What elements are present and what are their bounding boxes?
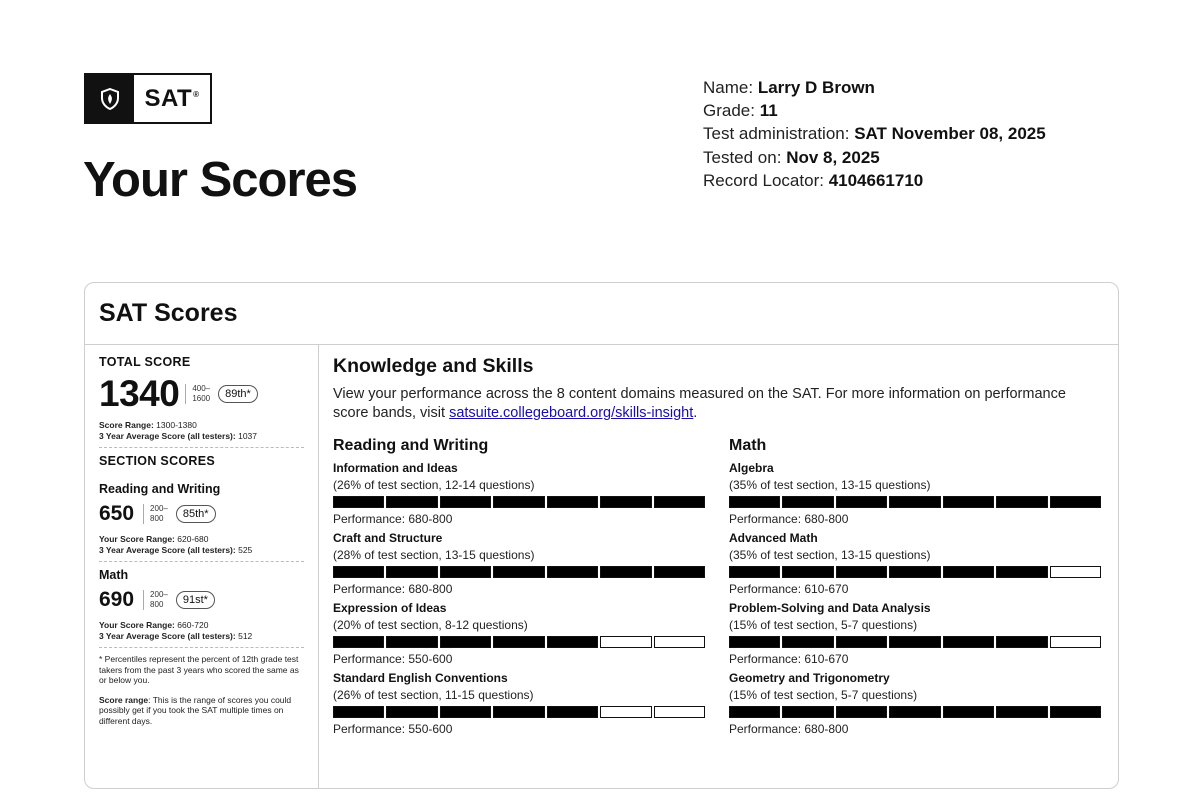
- section-average: 3 Year Average Score (all testers): 525: [99, 545, 253, 555]
- skill-item: [729, 461, 1101, 526]
- bar-segment-filled: [493, 496, 544, 508]
- total-score-row: [99, 373, 304, 415]
- bar-segment-filled: [996, 636, 1047, 648]
- bar-segment-filled: [547, 706, 598, 718]
- bar-segment-filled: [386, 636, 437, 648]
- test-admin: SAT November 08, 2025: [854, 124, 1046, 144]
- bar-segment-filled: [654, 566, 705, 578]
- bar-segment-filled: [943, 496, 994, 508]
- bar-segment-filled: [386, 496, 437, 508]
- bar-segment-filled: [782, 706, 833, 718]
- skill-meta: (35% of test section, 13-15 questions): [729, 548, 931, 562]
- skill-meta: (15% of test section, 5-7 questions): [729, 688, 918, 702]
- performance-bar: [729, 496, 1101, 508]
- bar-segment-filled: [996, 706, 1047, 718]
- test-admin-row: Test administration: SAT November 08, 2025: [703, 124, 1046, 144]
- bar-segment-filled: [996, 566, 1047, 578]
- student-grade: 11: [759, 101, 778, 121]
- bar-segment-empty: [654, 636, 705, 648]
- student-info: [703, 76, 1046, 192]
- total-average: 3 Year Average Score (all testers): 1037: [99, 431, 258, 441]
- score-range-footnote: Score range: This is the range of scores you could possibly get if you took the SAT multiple times on different days.: [99, 694, 292, 726]
- performance-bar: [729, 636, 1101, 648]
- bar-segment-filled: [547, 496, 598, 508]
- bar-segment-filled: [440, 566, 491, 578]
- bar-segment-filled: [493, 636, 544, 648]
- section-average: 3 Year Average Score (all testers): 512: [99, 631, 253, 641]
- section-scores-caption: SECTION SCORES: [99, 454, 216, 468]
- section-scale: 200– 800: [143, 590, 168, 610]
- skill-item: [729, 671, 1101, 736]
- record-locator: 4104661710: [828, 170, 924, 190]
- bar-segment-filled: [493, 706, 544, 718]
- bar-segment-filled: [889, 496, 940, 508]
- bar-segment-filled: [943, 636, 994, 648]
- skill-performance: Performance: 610-670: [729, 582, 849, 596]
- total-score-range: Score Range: 1300-1380: [99, 420, 197, 430]
- page-title: Your Scores: [83, 153, 358, 207]
- skill-name: Geometry and Trigonometry: [729, 671, 890, 685]
- student-name: Larry D Brown: [757, 78, 875, 97]
- skill-performance: Performance: 680-800: [729, 512, 849, 526]
- skill-meta: (26% of test section, 11-15 questions): [333, 688, 534, 702]
- knowledge-skills: [319, 345, 1118, 788]
- bar-segment-filled: [440, 706, 491, 718]
- section-score-range: Your Score Range: 620-680: [99, 534, 209, 544]
- bar-segment-empty: [1050, 636, 1101, 648]
- bar-segment-filled: [547, 566, 598, 578]
- student-name-row: Name: Larry D Brown: [703, 78, 875, 97]
- sat-logo: [84, 73, 212, 124]
- bar-segment-filled: [386, 706, 437, 718]
- total-score-caption: TOTAL SCORE: [99, 355, 191, 369]
- section-score: 690: [99, 588, 135, 611]
- skill-name: Expression of Ideas: [333, 601, 447, 615]
- skill-item: [333, 601, 705, 666]
- skill-meta: (28% of test section, 13-15 questions): [333, 548, 535, 562]
- bar-segment-filled: [729, 706, 780, 718]
- bar-segment-filled: [547, 636, 598, 648]
- performance-bar: [729, 706, 1101, 718]
- skill-name: Craft and Structure: [333, 531, 443, 545]
- skill-name: Information and Ideas: [333, 461, 458, 475]
- skill-performance: Performance: 680-800: [333, 582, 453, 596]
- section-score: 650: [99, 502, 135, 525]
- section-percentile-badge: 85th*: [176, 505, 216, 523]
- knowledge-skills-description: View your performance across the 8 content domains measured on the SAT. For more information on performance score bands, visit satsuite.collegeboard.org/skills-insight.: [333, 386, 1066, 421]
- shield-flame-icon: [86, 75, 134, 122]
- total-score-scale: 400– 1600: [185, 384, 210, 404]
- bar-segment-filled: [889, 566, 940, 578]
- skill-name: Advanced Math: [729, 531, 818, 545]
- skill-name: Standard English Conventions: [333, 671, 508, 685]
- bar-segment-filled: [836, 566, 887, 578]
- skill-item: [729, 531, 1101, 596]
- bar-segment-filled: [333, 566, 384, 578]
- card-title: SAT Scores: [99, 299, 238, 327]
- bar-segment-empty: [600, 636, 651, 648]
- bar-segment-filled: [440, 636, 491, 648]
- bar-segment-filled: [782, 566, 833, 578]
- divider: [99, 561, 304, 562]
- bar-segment-filled: [654, 496, 705, 508]
- bar-segment-filled: [943, 706, 994, 718]
- performance-bar: [729, 566, 1101, 578]
- bar-segment-filled: [836, 636, 887, 648]
- bar-segment-empty: [600, 706, 651, 718]
- bar-segment-filled: [600, 496, 651, 508]
- skill-performance: Performance: 550-600: [333, 652, 453, 666]
- bar-segment-filled: [333, 706, 384, 718]
- card-header: [85, 283, 1118, 345]
- bar-segment-filled: [836, 706, 887, 718]
- bar-segment-filled: [440, 496, 491, 508]
- domain-title: Math: [729, 437, 767, 454]
- performance-bar: [333, 706, 705, 718]
- performance-bar: [333, 496, 705, 508]
- bar-segment-filled: [1050, 496, 1101, 508]
- section-name-math: Math: [99, 568, 129, 582]
- bar-segment-filled: [1050, 706, 1101, 718]
- skill-meta: (35% of test section, 13-15 questions): [729, 478, 931, 492]
- skill-item: [729, 601, 1101, 666]
- skill-name: Problem-Solving and Data Analysis: [729, 601, 931, 615]
- percentile-footnote: * Percentiles represent the percent of 12th grade test takers from the past 3 years who scored the same as or below you.: [99, 654, 299, 685]
- divider: [99, 647, 304, 648]
- performance-bar: [333, 566, 705, 578]
- tested-on: Nov 8, 2025: [786, 147, 880, 167]
- section-row-math: [99, 588, 304, 612]
- skill-item: [333, 531, 705, 596]
- bar-segment-filled: [729, 566, 780, 578]
- skills-insight-link[interactable]: satsuite.collegeboard.org/skills-insight: [449, 405, 694, 421]
- bar-segment-filled: [889, 636, 940, 648]
- bar-segment-filled: [889, 706, 940, 718]
- section-row-reading-writing: [99, 502, 304, 526]
- bar-segment-filled: [782, 496, 833, 508]
- domain-columns: [333, 437, 1104, 741]
- section-scale: 200– 800: [143, 504, 168, 524]
- divider: [99, 447, 304, 448]
- bar-segment-filled: [782, 636, 833, 648]
- bar-segment-filled: [333, 636, 384, 648]
- skill-meta: (15% of test section, 5-7 questions): [729, 618, 918, 632]
- skill-item: [333, 671, 705, 736]
- skill-performance: Performance: 550-600: [333, 722, 453, 736]
- bar-segment-filled: [836, 496, 887, 508]
- bar-segment-filled: [386, 566, 437, 578]
- record-locator-row: Record Locator: 4104661710: [703, 170, 924, 190]
- section-score-range: Your Score Range: 660-720: [99, 620, 209, 630]
- bar-segment-empty: [654, 706, 705, 718]
- skill-meta: (20% of test section, 8-12 questions): [333, 618, 528, 632]
- score-summary: [85, 345, 319, 788]
- bar-segment-filled: [729, 496, 780, 508]
- bar-segment-filled: [943, 566, 994, 578]
- bar-segment-filled: [600, 566, 651, 578]
- total-percentile-badge: 89th*: [218, 385, 258, 403]
- skill-performance: Performance: 680-800: [333, 512, 453, 526]
- knowledge-skills-title: Knowledge and Skills: [333, 355, 534, 377]
- skill-meta: (26% of test section, 12-14 questions): [333, 478, 535, 492]
- skill-performance: Performance: 610-670: [729, 652, 849, 666]
- skill-performance: Performance: 680-800: [729, 722, 849, 736]
- section-percentile-badge: 91st*: [176, 591, 215, 609]
- skill-item: [333, 461, 705, 526]
- bar-segment-filled: [333, 496, 384, 508]
- tested-on-row: Tested on: Nov 8, 2025: [703, 147, 880, 167]
- domain-title: Reading and Writing: [333, 437, 489, 454]
- logo-wordmark: SAT ®: [144, 84, 200, 112]
- skill-name: Algebra: [729, 461, 774, 475]
- section-name-reading-writing: Reading and Writing: [99, 482, 221, 496]
- domain-column: [333, 437, 705, 741]
- performance-bar: [333, 636, 705, 648]
- student-grade-row: Grade: 11: [703, 101, 778, 121]
- sat-scores-card: [84, 282, 1119, 789]
- total-score: 1340: [99, 373, 180, 414]
- bar-segment-filled: [493, 566, 544, 578]
- domain-column: [729, 437, 1101, 741]
- bar-segment-empty: [1050, 566, 1101, 578]
- bar-segment-filled: [729, 636, 780, 648]
- bar-segment-filled: [996, 496, 1047, 508]
